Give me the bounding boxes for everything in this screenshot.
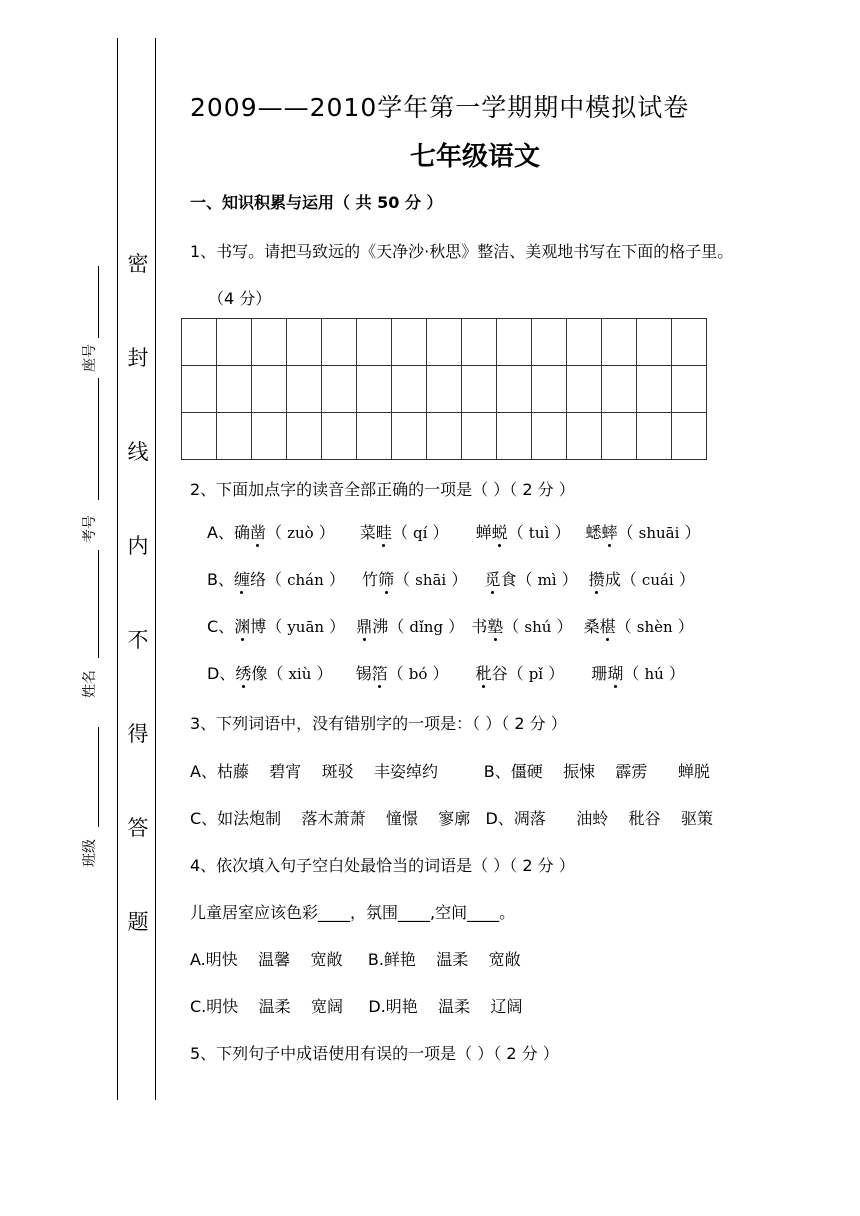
- grid-cell[interactable]: [567, 319, 602, 366]
- word-part: （: [617, 523, 634, 542]
- grid-cell[interactable]: [532, 413, 567, 460]
- word-part: （: [503, 617, 520, 636]
- grid-cell[interactable]: [217, 413, 252, 460]
- grid-cell[interactable]: [392, 366, 427, 413]
- grid-cell[interactable]: [357, 413, 392, 460]
- word-part: ）: [554, 523, 571, 542]
- pinyin: xiù: [288, 665, 312, 683]
- grid-cell[interactable]: [252, 413, 287, 460]
- word-part: 确: [233, 523, 250, 542]
- exam-no-label: 考号: [82, 515, 98, 543]
- seal-char: 内: [127, 534, 149, 558]
- grid-cell[interactable]: [462, 366, 497, 413]
- grid-cell[interactable]: [322, 319, 357, 366]
- word-part: 竹: [361, 570, 378, 589]
- grid-row: [182, 366, 707, 413]
- word-part: ）: [316, 664, 333, 683]
- margin-line-outer: [117, 38, 118, 1100]
- word-part: 蟋: [585, 523, 602, 542]
- question-1-score: （4 分）: [208, 289, 272, 308]
- pinyin: pǐ: [528, 665, 544, 683]
- option-label: D、: [207, 664, 236, 683]
- name-label: 姓名: [82, 670, 98, 698]
- grid-cell[interactable]: [357, 366, 392, 413]
- pinyin: qí: [413, 524, 428, 542]
- grid-cell[interactable]: [637, 366, 672, 413]
- word-part: （: [387, 664, 404, 683]
- grid-cell[interactable]: [637, 413, 672, 460]
- word-part: ）: [684, 523, 701, 542]
- word-part: （: [391, 523, 408, 542]
- word-part: 珊: [591, 664, 608, 683]
- word-part: （: [623, 664, 640, 683]
- dotted-char: 蟀: [601, 523, 618, 542]
- grid-cell[interactable]: [252, 366, 287, 413]
- word-part: （: [507, 523, 524, 542]
- seal-char: 题: [127, 910, 149, 934]
- grid-cell[interactable]: [602, 366, 637, 413]
- dotted-char: 觅: [484, 570, 501, 589]
- grid-cell[interactable]: [497, 319, 532, 366]
- pinyin: dǐng: [409, 618, 444, 636]
- grid-cell[interactable]: [462, 319, 497, 366]
- pinyin: yuān: [287, 618, 325, 636]
- grid-cell[interactable]: [287, 366, 322, 413]
- pinyin: shèn: [636, 618, 673, 636]
- class-label: 班级: [82, 839, 98, 867]
- q3-options-line-2: C、如法炮制 落木萧萧 憧憬 寥廓 D、凋落 油蛉 秕谷 驱策: [190, 809, 713, 828]
- dotted-char: 缠: [233, 570, 250, 589]
- dotted-char: 凿: [249, 523, 266, 542]
- grid-cell[interactable]: [427, 413, 462, 460]
- word-part: 像（: [251, 664, 284, 683]
- dotted-char: 攒: [588, 570, 605, 589]
- word-part: ）: [561, 570, 578, 589]
- grid-cell[interactable]: [637, 319, 672, 366]
- dotted-char: 塾: [487, 617, 504, 636]
- word-part: 沸（: [372, 617, 405, 636]
- question-1: 1、书写。请把马致远的《天净沙·秋思》整洁、美观地书写在下面的格子里。: [190, 242, 734, 261]
- grid-cell[interactable]: [567, 413, 602, 460]
- dotted-char: 鼎: [356, 617, 373, 636]
- word-part: （: [615, 617, 632, 636]
- seal-char: 得: [127, 722, 149, 746]
- exam-title: [190, 88, 689, 124]
- pinyin: shāi: [415, 571, 447, 589]
- grid-cell[interactable]: [462, 413, 497, 460]
- word-part: ）: [432, 664, 449, 683]
- pinyin: cuái: [641, 571, 674, 589]
- pinyin: shuāi: [638, 524, 680, 542]
- dotted-char: 椹: [599, 617, 616, 636]
- dotted-char: 蜕: [491, 523, 508, 542]
- word-part: 锡: [355, 664, 372, 683]
- exam-no-underline: [98, 550, 99, 658]
- dotted-char: 筛: [378, 570, 395, 589]
- dotted-char: 瑚: [607, 664, 624, 683]
- grid-cell[interactable]: [252, 319, 287, 366]
- q3-options-line-1: A、枯藤 碧宵 斑驳 丰姿绰约 B、僵硬 振悚 霹雳 蝉脱: [190, 762, 710, 781]
- word-part: ）: [677, 617, 694, 636]
- pinyin: zuò: [287, 524, 314, 542]
- word-part: （: [265, 523, 282, 542]
- question-3: 3、下列词语中，没有错别字的一项是：（ ）（ 2 分 ）: [190, 714, 567, 733]
- grid-cell[interactable]: [287, 413, 322, 460]
- q2-option-c: [207, 614, 694, 637]
- word-part: ）: [451, 570, 468, 589]
- q2-option-d: [207, 661, 685, 684]
- word-part: ）: [448, 617, 465, 636]
- word-part: 食（: [500, 570, 533, 589]
- option-label: B、: [207, 570, 234, 589]
- seat-line: [98, 266, 99, 338]
- question-2: 2、下面加点字的读音全部正确的一项是（ ）（ 2 分 ）: [190, 480, 575, 499]
- grid-cell[interactable]: [182, 413, 217, 460]
- seal-char: 答: [127, 816, 149, 840]
- section-heading: 一、知识积累与运用（ 共 50 分 ）: [190, 193, 443, 212]
- word-part: ）: [328, 570, 345, 589]
- name-underline: [98, 727, 99, 827]
- seat-underline: [98, 378, 99, 488]
- question-4: 4、依次填入句子空白处最恰当的词语是（ ）（ 2 分 ）: [190, 856, 575, 875]
- grid-cell[interactable]: [287, 319, 322, 366]
- grid-cell[interactable]: [392, 319, 427, 366]
- grid-cell[interactable]: [322, 366, 357, 413]
- exam-no-line: [98, 488, 99, 500]
- dotted-char: 渊: [234, 617, 251, 636]
- grid-cell[interactable]: [392, 413, 427, 460]
- title-text: 学年第一学期期中模拟试卷: [377, 93, 690, 122]
- grid-cell[interactable]: [532, 319, 567, 366]
- grid-cell[interactable]: [602, 413, 637, 460]
- word-part: （: [394, 570, 411, 589]
- word-part: ）: [548, 664, 565, 683]
- word-part: 谷（: [491, 664, 524, 683]
- dotted-char: 秕: [475, 664, 492, 683]
- seat-label: 座号: [82, 344, 98, 372]
- word-part: 络（: [250, 570, 283, 589]
- grid-cell[interactable]: [427, 366, 462, 413]
- grid-cell[interactable]: [357, 319, 392, 366]
- pinyin: chán: [287, 571, 324, 589]
- exam-subtitle: 七年级语文: [410, 142, 541, 172]
- q4-options-line-1: A.明快 温馨 宽敞 B.鲜艳 温柔 宽敞: [190, 950, 521, 969]
- word-part: ）: [678, 570, 695, 589]
- pinyin: hú: [644, 665, 664, 683]
- grid-row: [182, 413, 707, 460]
- pinyin: tuì: [528, 524, 550, 542]
- word-part: 博（: [250, 617, 283, 636]
- dotted-char: 箔: [371, 664, 388, 683]
- seal-char: 封: [127, 346, 149, 370]
- grid-cell[interactable]: [217, 319, 252, 366]
- grid-cell[interactable]: [532, 366, 567, 413]
- grid-cell[interactable]: [567, 366, 602, 413]
- q2-option-b: [207, 567, 695, 590]
- grid-cell[interactable]: [497, 366, 532, 413]
- grid-cell[interactable]: [672, 413, 707, 460]
- grid-cell[interactable]: [182, 319, 217, 366]
- q4-sentence: 儿童居室应该色彩____，氛围____,空间____。: [190, 903, 516, 922]
- grid-cell[interactable]: [427, 319, 462, 366]
- word-part: 菜: [359, 523, 376, 542]
- word-part: ）: [432, 523, 449, 542]
- pinyin: mì: [537, 571, 557, 589]
- question-5: 5、下列句子中成语使用有误的一项是（ ）（ 2 分 ）: [190, 1044, 559, 1063]
- word-part: ）: [318, 523, 335, 542]
- pinyin: bó: [408, 665, 428, 683]
- seal-char: 线: [127, 440, 149, 464]
- q4-options-line-2: C.明快 温柔 宽阔 D.明艳 温柔 辽阔: [190, 997, 523, 1016]
- grid-cell[interactable]: [497, 413, 532, 460]
- grid-cell[interactable]: [322, 413, 357, 460]
- grid-cell[interactable]: [672, 366, 707, 413]
- word-part: 成（: [604, 570, 637, 589]
- word-part: 蝉: [475, 523, 492, 542]
- word-part: ）: [668, 664, 685, 683]
- grid-row: [182, 319, 707, 366]
- seal-char: 不: [127, 628, 149, 652]
- seal-char: 密: [127, 252, 149, 276]
- grid-cell[interactable]: [182, 366, 217, 413]
- word-part: 桑: [583, 617, 600, 636]
- writing-grid[interactable]: [181, 318, 707, 460]
- grid-cell[interactable]: [217, 366, 252, 413]
- margin-line-inner: [155, 38, 156, 1100]
- pinyin: shú: [524, 618, 552, 636]
- option-label: C、: [207, 617, 235, 636]
- dotted-char: 绣: [235, 664, 252, 683]
- q2-option-a: [207, 520, 701, 543]
- grid-cell[interactable]: [602, 319, 637, 366]
- dotted-char: 畦: [375, 523, 392, 542]
- word-part: ）: [556, 617, 573, 636]
- title-years: 2009——2010: [190, 93, 378, 122]
- word-part: ）: [329, 617, 346, 636]
- option-label: A、: [207, 523, 234, 542]
- grid-cell[interactable]: [672, 319, 707, 366]
- word-part: 书: [471, 617, 488, 636]
